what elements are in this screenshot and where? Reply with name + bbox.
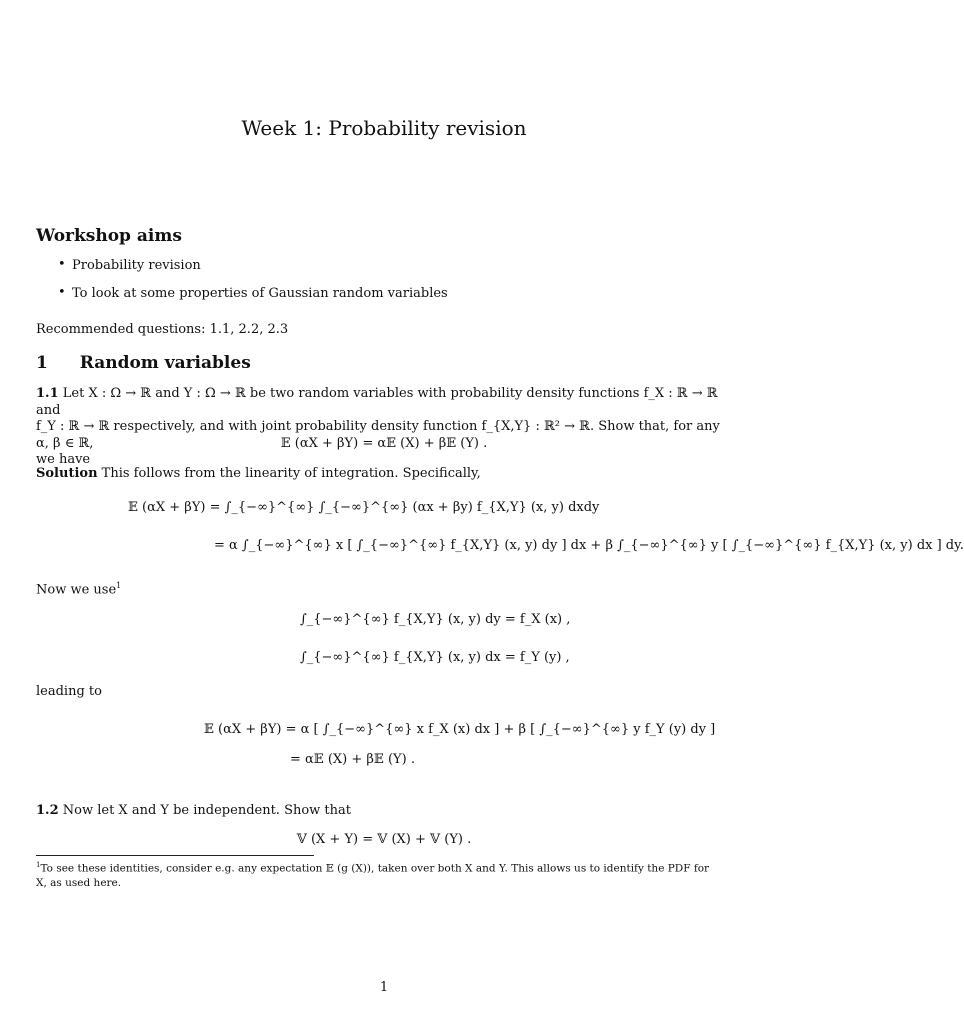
question-text-line: Let X : Ω → ℝ and Y : Ω → ℝ be two random variables with probability density functions f_X : ℝ → ℝ and [36, 386, 718, 418]
question-text: Now let X and Y be independent. Show that [62, 803, 352, 818]
now-we-use [36, 578, 121, 599]
aim-item: • Probability revision [58, 258, 738, 286]
page-number: 1 [379, 980, 389, 995]
section-heading [36, 353, 251, 373]
footnote-rule [36, 855, 314, 856]
page-title: Week 1: Probability revision [241, 116, 527, 140]
equation-linearity: 𝔼 (αX + βY) = α𝔼 (X) + β𝔼 (Y) . [280, 436, 488, 451]
now-we-use-text: Now we use [36, 582, 117, 598]
section-number: 1 [36, 353, 48, 373]
solution-paragraph [36, 466, 736, 483]
equation-expectation-line1: 𝔼 (αX + βY) = ∫_{−∞}^{∞} ∫_{−∞}^{∞} (αx + βy) f_{X,Y} (x, y) dxdy [128, 500, 600, 515]
footnote-mark: 1 [36, 861, 41, 869]
question-1-2 [36, 803, 736, 820]
equation-expectation-line2: = α ∫_{−∞}^{∞} x [ ∫_{−∞}^{∞} f_{X,Y} (x, y) dy ] dx + β ∫_{−∞}^{∞} y [ ∫_{−∞}^{∞} f_{X,Y} (x, y) dx ] dy. [214, 538, 964, 553]
recommended-questions: Recommended questions: 1.1, 2.2, 2.3 [36, 322, 289, 337]
question-label: 1.2 [36, 803, 59, 818]
question-text-line: we have [36, 452, 91, 467]
question-label: 1.1 [36, 386, 59, 401]
footnote [36, 858, 736, 890]
question-text-line: f_Y : ℝ → ℝ respectively, and with joint probability density function f_{X,Y} : ℝ² → ℝ. Show that, for any α, β ∈ ℝ, [36, 419, 720, 451]
footnote-line: To see these identities, consider e.g. any expectation 𝔼 (g (X)), taken over both X and Y. This allows us to identify the PDF for [40, 862, 710, 875]
equation-result-line2: = α𝔼 (X) + β𝔼 (Y) . [290, 752, 415, 767]
leading-to: leading to [36, 684, 102, 699]
question-1-1 [36, 386, 736, 469]
workshop-aims-heading: Workshop aims [36, 226, 182, 246]
section-title: Random variables [79, 353, 251, 373]
solution-text: This follows from the linearity of integration. Specifically, [101, 466, 481, 481]
footnote-line: X, as used here. [36, 876, 122, 889]
equation-marginal-y: ∫_{−∞}^{∞} f_{X,Y} (x, y) dx = f_Y (y) , [300, 650, 570, 665]
equation-result-line1: 𝔼 (αX + βY) = α [ ∫_{−∞}^{∞} x f_X (x) dx ] + β [ ∫_{−∞}^{∞} y f_Y (y) dy ] [204, 722, 716, 737]
equation-marginal-x: ∫_{−∞}^{∞} f_{X,Y} (x, y) dy = f_X (x) , [300, 612, 571, 627]
aim-item: • To look at some properties of Gaussian random variables [58, 286, 738, 314]
equation-variance: 𝕍 (X + Y) = 𝕍 (X) + 𝕍 (Y) . [296, 832, 472, 847]
footnote-reference: 1 [116, 581, 122, 590]
solution-label: Solution [36, 466, 98, 481]
aims-list [58, 258, 738, 314]
